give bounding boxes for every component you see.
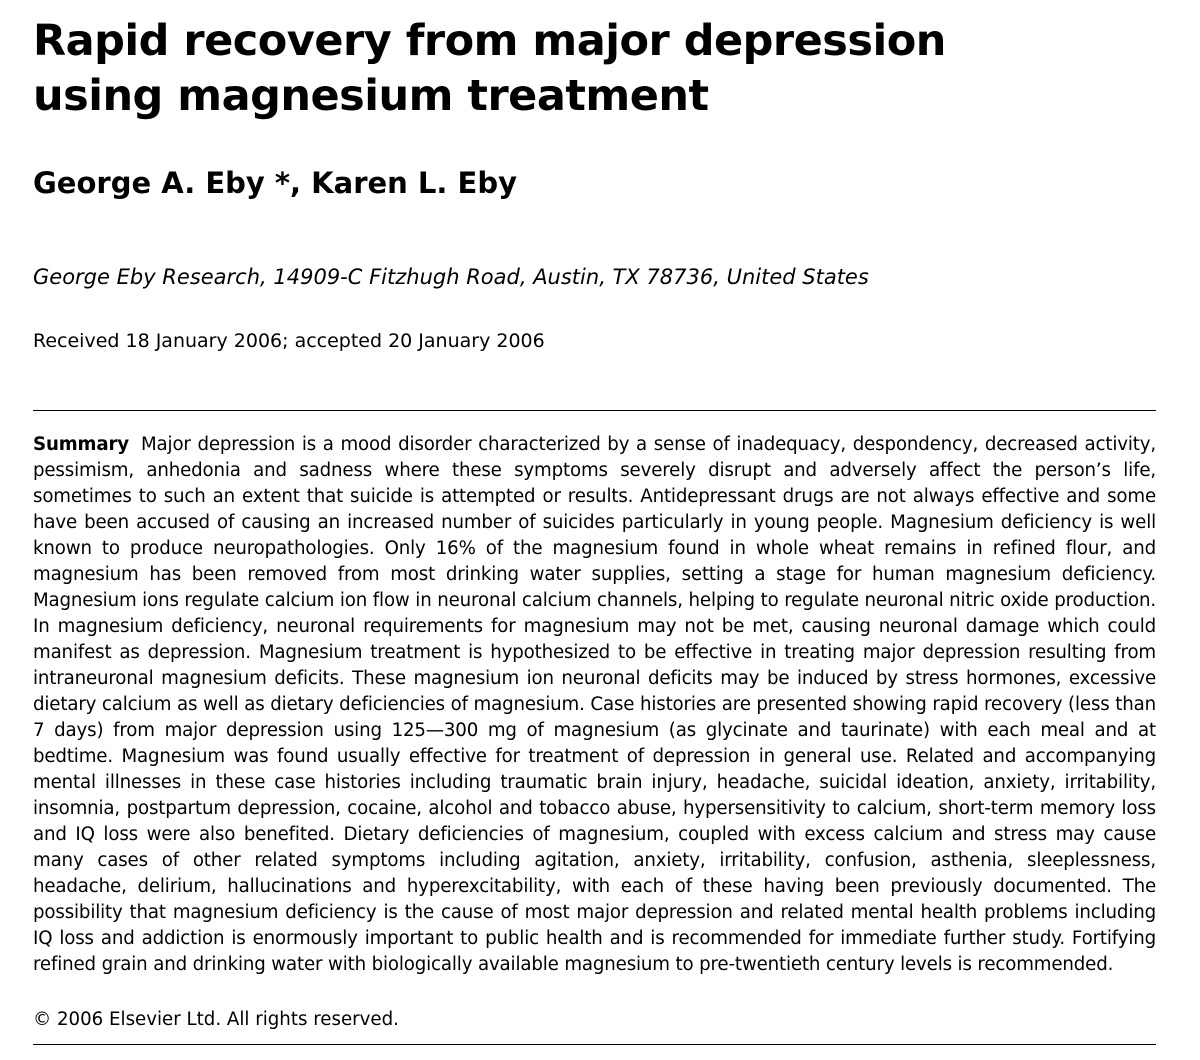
bottom-divider [33, 1044, 1156, 1045]
article-authors: George A. Eby *, Karen L. Eby [33, 166, 517, 200]
abstract-label: Summary [33, 434, 129, 455]
article-title-line-2: using magnesium treatment [33, 71, 709, 121]
copyright-notice: © 2006 Elsevier Ltd. All rights reserved. [33, 1009, 399, 1030]
top-divider [33, 410, 1156, 411]
abstract-block [33, 432, 1156, 978]
article-title-line-1: Rapid recovery from major depression [33, 16, 946, 66]
article-page [33, 0, 1156, 1060]
abstract-text: Major depression is a mood disorder characterized by a sense of inadequacy, despondency, decreased activity, pessimism, anhedonia and sadness where these symptoms severely disrupt and adversely affect the person’s life, sometimes to such an extent that suicide is attempted or results. Antidepressant drugs are not always effective and some have been accused of causing an increased number of suicides particularly in young people. Magnesium deficiency is well known to produce neuropathologies. Only 16% of the magnesium found in whole wheat remains in refined flour, and magnesium has been removed from most drinking water supplies, setting a stage for human magnesium deficiency. Magnesium ions regulate calcium ion flow in neuronal calcium channels, helping to regulate neuronal nitric oxide production. In magnesium deficiency, neuronal requirements for magnesium may not be met, causing neuronal damage which could manifest as depression. Magnesium treatment is hypothesized to be effective in treating major depression resulting from intraneuronal magnesium deficits. These magnesium ion neuronal deficits may be induced by stress hormones, excessive dietary calcium as well as dietary deficiencies of magnesium. Case histories are presented showing rapid recovery (less than 7 days) from major depression using 125—300 mg of magnesium (as glycinate and taurinate) with each meal and at bedtime. Magnesium was found usually effective for treatment of depression in general use. Related and accompanying mental illnesses in these case histories including traumatic brain injury, headache, suicidal ideation, anxiety, irritability, insomnia, postpartum depression, cocaine, alcohol and tobacco abuse, hypersensitivity to calcium, short-term memory loss and IQ loss were also benefited. Dietary deficiencies of magnesium, coupled with excess calcium and stress may cause many cases of other related symptoms including agitation, anxiety, irritability, confusion, asthenia, sleeplessness, headache, delirium, hallucinations and hyperexcitability, with each of these having been previously documented. The possibility that magnesium deficiency is the cause of most major depression and related mental health problems including IQ loss and addiction is enormously important to public health and is recommended for immediate further study. Fortifying refined grain and drinking water with biologically available magnesium to pre-twentieth century levels is recommended. [33, 434, 1156, 975]
article-affiliation: George Eby Research, 14909-C Fitzhugh Road, Austin, TX 78736, United States [33, 265, 869, 289]
article-dates: Received 18 January 2006; accepted 20 January 2006 [33, 330, 545, 352]
article-title [33, 14, 946, 124]
